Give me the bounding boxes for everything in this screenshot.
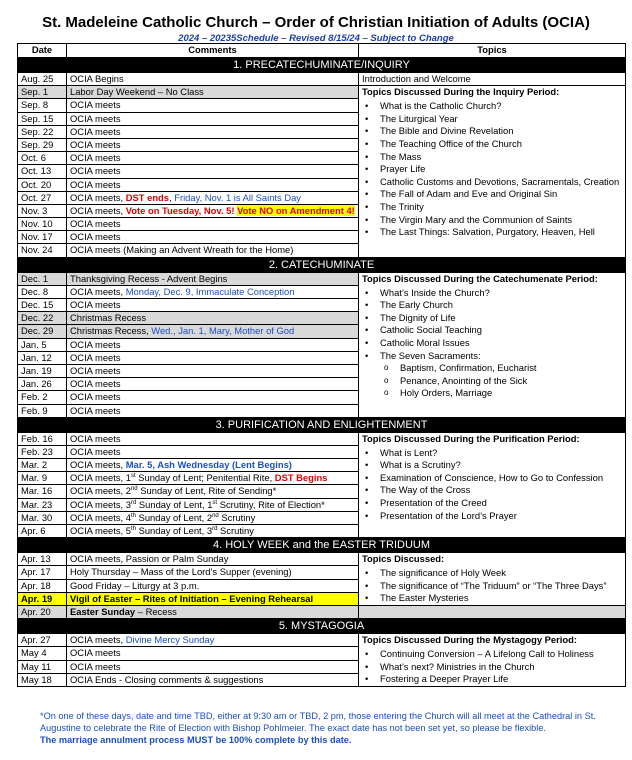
date-cell: Dec. 8	[18, 285, 67, 298]
comment-cell: OCIA meets	[67, 138, 359, 151]
topics-heading: Topics Discussed During the Inquiry Period:	[362, 86, 560, 98]
section-title: 2. CATECHUMINATE	[18, 257, 626, 272]
list-item: • The Early Church	[362, 299, 622, 312]
date-cell: Jan. 5	[18, 338, 67, 351]
date-cell: Dec. 1	[18, 272, 67, 285]
comment-text: OCIA meets,	[70, 191, 126, 203]
list-item: • The Way of the Cross	[362, 484, 622, 497]
comment-cell: OCIA meets	[67, 218, 359, 231]
sacraments-sublist	[362, 362, 622, 400]
list-item: • Catholic Customs and Devotions, Sacramentals, Creation	[362, 176, 622, 189]
comment-cell: OCIA meets	[67, 445, 359, 458]
comment-cell: OCIA meets	[67, 152, 359, 165]
date-cell: Nov. 24	[18, 244, 67, 257]
comment-text: OCIA meets,	[70, 204, 126, 216]
dst-ends-note: DST ends	[125, 191, 169, 203]
comment-cell: OCIA meets	[67, 125, 359, 138]
comment-cell: OCIA Begins	[67, 73, 359, 86]
comment-cell: OCIA meets	[67, 432, 359, 445]
topics-heading: Topics Discussed During the Mystagogy Period:	[362, 634, 577, 646]
date-cell: Apr. 13	[18, 553, 67, 566]
list-item: • Presentation of the Lord’s Prayer	[362, 510, 622, 523]
date-cell: May 4	[18, 647, 67, 660]
date-cell: Mar. 30	[18, 511, 67, 524]
catechumenate-topics	[359, 272, 626, 417]
date-cell: Feb. 2	[18, 391, 67, 404]
purification-topics	[359, 432, 626, 538]
date-cell: Oct. 20	[18, 178, 67, 191]
table-row	[18, 272, 626, 285]
date-cell: Apr. 19	[18, 592, 67, 605]
inquiry-topics	[359, 86, 626, 257]
date-cell: Jan. 26	[18, 378, 67, 391]
comment-text: – Recess	[135, 605, 177, 617]
comment-text: Scrutiny	[218, 511, 256, 523]
comment-cell	[67, 204, 359, 217]
list-item: • Fostering a Deeper Prayer Life	[362, 673, 622, 686]
comment-text: Sunday of Lent, Rite of Sending*	[137, 485, 277, 497]
comment-cell: OCIA meets	[67, 391, 359, 404]
topics-list	[362, 287, 622, 363]
comment-sep: ,	[169, 191, 175, 203]
amendment-note: Vote NO on Amendment 4!	[237, 204, 355, 216]
comment-cell: OCIA meets	[67, 299, 359, 312]
comment-text: OCIA meets, 1	[70, 472, 131, 484]
ash-wednesday-note: Mar. 5, Ash Wednesday (Lent Begins)	[125, 459, 292, 471]
date-header: Date	[18, 44, 67, 58]
comment-cell: OCIA meets	[67, 647, 359, 660]
date-cell: May 18	[18, 673, 67, 686]
ordinal-suffix: th	[130, 512, 136, 519]
date-cell: Mar. 23	[18, 498, 67, 511]
date-cell: Nov. 10	[18, 218, 67, 231]
comment-cell: OCIA meets	[67, 404, 359, 417]
comment-cell: OCIA meets	[67, 99, 359, 112]
comment-text: OCIA meets,	[70, 285, 126, 297]
page-subtitle: 2024 – 20235Schedule – Revised 8/15/24 – Subject to Change	[178, 33, 454, 44]
mystagogy-topics	[359, 634, 626, 687]
comment-cell: OCIA meets	[67, 338, 359, 351]
comment-cell: Good Friday – Liturgy at 3 p.m.	[67, 579, 359, 592]
list-item: • The Dignity of Life	[362, 312, 622, 325]
comment-cell: Labor Day Weekend – No Class	[67, 86, 359, 99]
comment-text: OCIA meets, 4	[70, 511, 131, 523]
ordinal-suffix: th	[130, 525, 136, 532]
date-cell: Dec. 22	[18, 312, 67, 325]
feast-note: Monday, Dec. 9, Immaculate Conception	[125, 285, 295, 297]
section-header	[18, 538, 626, 553]
comment-cell: OCIA meets	[67, 165, 359, 178]
topics-list	[362, 567, 622, 605]
list-item: o Penance, Anointing of the Sick	[362, 375, 622, 388]
date-cell: May 11	[18, 660, 67, 673]
list-item: • Catholic Moral Issues	[362, 337, 622, 350]
footnote-text: *On one of these days, date and time TBD, either at 9:30 am or TBD, 2 pm, those entering the Church will all meet at the Cathedral in St. Augustine to celebrate the Rite of Election with Bishop Pohlmeier. The exact date has not been set yet, so please be flexible.	[40, 711, 596, 733]
date-cell: Mar. 2	[18, 459, 67, 472]
list-item: • The Teaching Office of the Church	[362, 138, 622, 151]
list-item: • What is a Scrutiny?	[362, 459, 622, 472]
list-item: • The significance of “The Triduum” or “The Three Days”	[362, 580, 622, 593]
date-cell: Sep. 29	[18, 138, 67, 151]
comment-text: Sunday of Lent; Penitential Rite,	[135, 472, 275, 484]
comment-cell: OCIA meets, Passion or Palm Sunday	[67, 553, 359, 566]
section-header	[18, 619, 626, 634]
comment-cell: OCIA meets	[67, 231, 359, 244]
date-cell: Jan. 12	[18, 351, 67, 364]
topics-header: Topics	[359, 44, 626, 58]
list-item: • The Easter Mysteries	[362, 592, 622, 605]
list-item: • The Last Things: Salvation, Purgatory, Heaven, Hell	[362, 226, 622, 239]
date-cell: Oct. 27	[18, 191, 67, 204]
date-cell: Mar. 16	[18, 485, 67, 498]
divine-mercy-note: Divine Mercy Sunday	[125, 634, 215, 646]
date-cell: Oct. 6	[18, 152, 67, 165]
date-cell: Aug. 25	[18, 73, 67, 86]
list-item: • Prayer Life	[362, 163, 622, 176]
list-item: • The Bible and Divine Revelation	[362, 125, 622, 138]
list-item: o Holy Orders, Marriage	[362, 387, 622, 400]
comment-cell	[67, 325, 359, 338]
list-item: • Examination of Conscience, How to Go to Confession	[362, 472, 622, 485]
comment-cell	[67, 498, 359, 511]
topic-cell	[359, 605, 626, 618]
list-item: • What’s next? Ministries in the Church	[362, 661, 622, 674]
ordinal-suffix: rd	[212, 525, 218, 532]
section-header	[18, 417, 626, 432]
list-item: • The Mass	[362, 151, 622, 164]
comment-cell: Thanksgiving Recess - Advent Begins	[67, 272, 359, 285]
date-cell: Dec. 29	[18, 325, 67, 338]
list-item: • Presentation of the Creed	[362, 497, 622, 510]
topics-heading: Topics Discussed During the Purification Period:	[362, 432, 580, 444]
holy-week-topics	[359, 553, 626, 606]
list-item: • What’s Inside the Church?	[362, 287, 622, 300]
topics-list	[362, 648, 622, 686]
comment-cell	[67, 511, 359, 524]
date-cell: Mar. 9	[18, 472, 67, 485]
comment-cell: OCIA meets	[67, 378, 359, 391]
ordinal-suffix: st	[212, 499, 218, 506]
ordinal-suffix: st	[130, 473, 136, 480]
comment-text: OCIA meets, 3	[70, 498, 131, 510]
date-cell: Sep. 1	[18, 86, 67, 99]
list-item: • Catholic Social Teaching	[362, 324, 622, 337]
ordinal-suffix: nd	[130, 486, 138, 493]
comment-text: OCIA meets,	[70, 634, 126, 646]
comment-cell	[67, 605, 359, 618]
topics-heading: Topics Discussed:	[362, 553, 445, 565]
comment-text: OCIA meets, 5	[70, 525, 131, 536]
date-cell: Apr. 17	[18, 566, 67, 579]
comment-cell	[67, 459, 359, 472]
list-item: • The Fall of Adam and Eve and Original Sin	[362, 188, 622, 201]
table-row	[18, 432, 626, 445]
ordinal-suffix: rd	[130, 499, 137, 506]
feast-note: Wed., Jan. 1, Mary, Mother of God	[151, 325, 295, 337]
table-row	[18, 86, 626, 99]
date-cell: Apr. 18	[18, 579, 67, 592]
topics-heading: Topics Discussed During the Catechumenate Period:	[362, 272, 598, 284]
section-header	[18, 257, 626, 272]
list-item: • What is Lent?	[362, 447, 622, 460]
date-cell: Nov. 3	[18, 204, 67, 217]
comment-cell	[67, 525, 359, 538]
section-header	[18, 58, 626, 73]
comment-text: OCIA meets, 2	[70, 485, 131, 497]
topics-list	[362, 100, 622, 239]
section-title: 4. HOLY WEEK and the EASTER TRIDUUM	[18, 538, 626, 553]
date-cell: Apr. 20	[18, 605, 67, 618]
dst-begins-note: DST Begins	[274, 472, 328, 484]
list-item: • The significance of Holy Week	[362, 567, 622, 580]
list-item: • Continuing Conversion – A Lifelong Call to Holiness	[362, 648, 622, 661]
comment-cell: OCIA Ends - Closing comments & suggestions	[67, 673, 359, 686]
comment-cell: Vigil of Easter – Rites of Initiation – Evening Rehearsal	[67, 592, 359, 605]
comment-cell	[67, 472, 359, 485]
comment-text: Sunday of Lent, 2	[135, 511, 213, 523]
comment-cell: OCIA meets (Making an Advent Wreath for the Home)	[67, 244, 359, 257]
date-cell: Oct. 13	[18, 165, 67, 178]
comments-header: Comments	[67, 44, 359, 58]
date-cell: Feb. 9	[18, 404, 67, 417]
vote-note: Vote on Tuesday, Nov. 5!	[125, 204, 235, 216]
section-title: 5. MYSTAGOGIA	[18, 619, 626, 634]
comment-cell	[67, 485, 359, 498]
comment-cell: Holy Thursday – Mass of the Lord’s Supper (evening)	[67, 566, 359, 579]
comment-cell: OCIA meets	[67, 178, 359, 191]
table-row	[18, 605, 626, 618]
annulment-note: The marriage annulment process MUST be 100% complete by this date.	[40, 735, 352, 745]
date-cell: Apr. 27	[18, 634, 67, 647]
comment-cell: OCIA meets	[67, 660, 359, 673]
date-cell: Dec. 15	[18, 299, 67, 312]
list-item: • What is the Catholic Church?	[362, 100, 622, 113]
section-title: 1. PRECATECHUMINATE/INQUIRY	[18, 58, 626, 73]
comment-text: Sunday of Lent, 3	[135, 525, 213, 536]
date-cell: Feb. 16	[18, 432, 67, 445]
schedule-table	[17, 43, 626, 687]
list-item: • The Liturgical Year	[362, 113, 622, 126]
list-item: • The Trinity	[362, 201, 622, 214]
comment-text: Scrutiny	[217, 525, 254, 536]
date-cell: Sep. 15	[18, 112, 67, 125]
comment-text: Christmas Recess,	[70, 325, 152, 337]
section-title: 3. PURIFICATION AND ENLIGHTENMENT	[18, 417, 626, 432]
ordinal-suffix: nd	[212, 512, 219, 519]
list-item: • The Virgin Mary and the Communion of Saints	[362, 214, 622, 227]
page-title: St. Madeleine Catholic Church – Order of Christian Initiation of Adults (OCIA)	[42, 14, 590, 31]
comment-cell	[67, 285, 359, 298]
comment-text: Sunday of Lent, 1	[136, 498, 213, 510]
topic-cell: Introduction and Welcome	[359, 73, 626, 86]
list-item: • The Seven Sacraments:	[362, 350, 622, 363]
table-row	[18, 553, 626, 566]
date-cell: Sep. 8	[18, 99, 67, 112]
date-cell: Jan. 19	[18, 364, 67, 377]
comment-cell: OCIA meets	[67, 112, 359, 125]
footnote	[40, 710, 615, 746]
comment-cell	[67, 191, 359, 204]
easter-sunday-label: Easter Sunday	[70, 605, 136, 617]
date-cell: Feb. 23	[18, 445, 67, 458]
date-cell: Sep. 22	[18, 125, 67, 138]
date-cell: Apr. 6	[18, 525, 67, 538]
date-cell: Nov. 17	[18, 231, 67, 244]
comment-cell: Christmas Recess	[67, 312, 359, 325]
topics-list	[362, 447, 622, 523]
list-item: o Baptism, Confirmation, Eucharist	[362, 362, 622, 375]
comment-text: Scrutiny, Rite of Election*	[217, 498, 325, 510]
comment-cell	[67, 634, 359, 647]
table-row	[18, 73, 626, 86]
comment-text: OCIA meets,	[70, 459, 126, 471]
all-saints-note: Friday, Nov. 1 is All Saints Day	[174, 191, 301, 203]
table-row	[18, 634, 626, 647]
comment-cell: OCIA meets	[67, 351, 359, 364]
comment-cell: OCIA meets	[67, 364, 359, 377]
header-row	[18, 44, 626, 58]
